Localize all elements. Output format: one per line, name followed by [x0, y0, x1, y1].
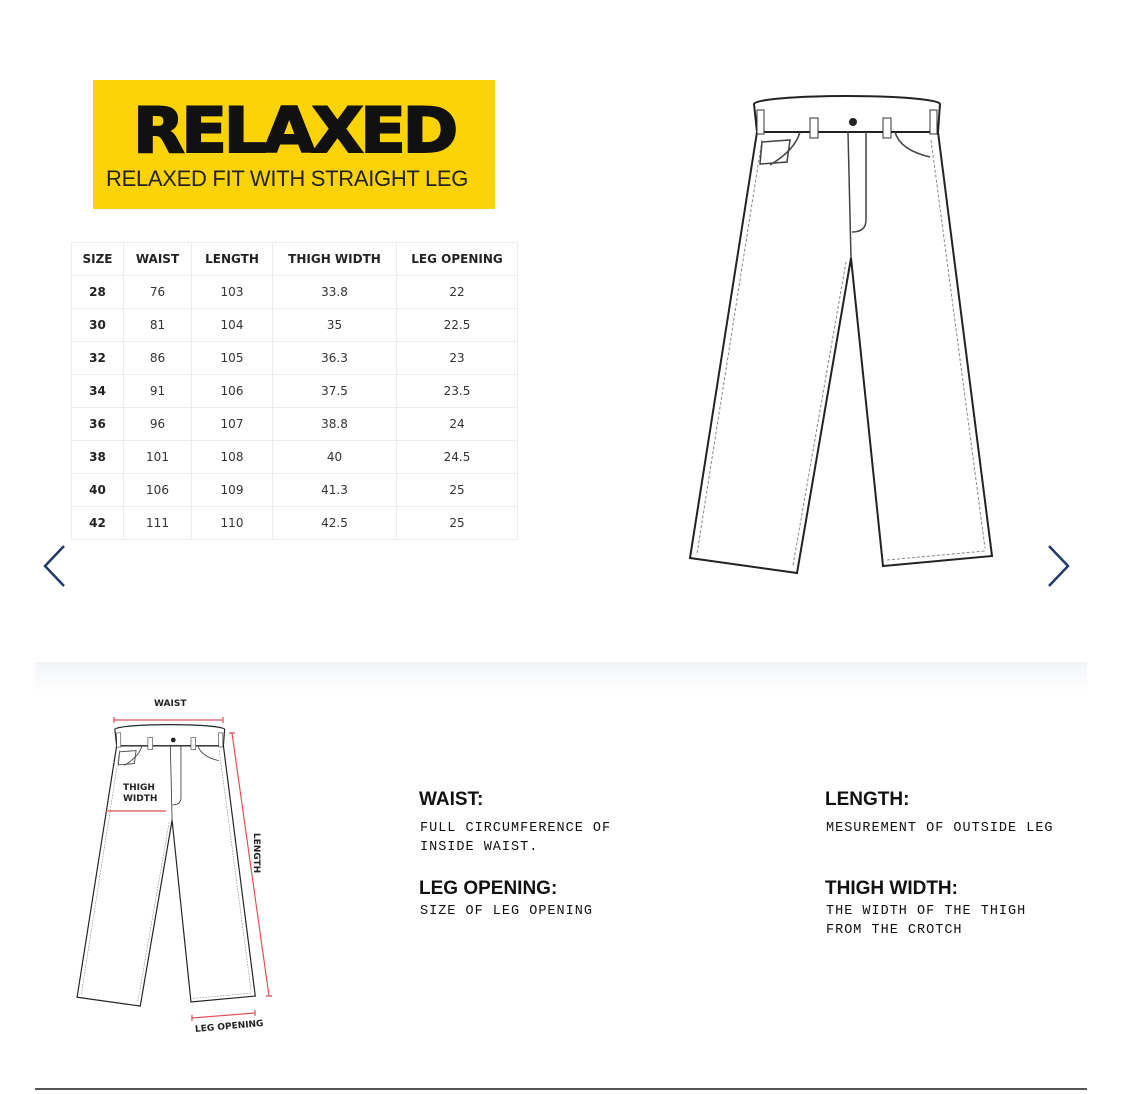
cell-thigh-width: 42.5 [273, 507, 397, 540]
cell-thigh-width: 38.8 [273, 408, 397, 441]
cell-length: 106 [192, 375, 273, 408]
cell-leg-opening: 25 [397, 474, 518, 507]
waist-def-title: WAIST: [419, 789, 484, 810]
thigh-width-def-line: THE WIDTH OF THE THIGH [826, 904, 1027, 919]
leg-opening-label: LEG OPENING [194, 1019, 264, 1035]
cell-size: 40 [72, 474, 124, 507]
cell-length: 105 [192, 342, 273, 375]
cell-leg-opening: 24 [397, 408, 518, 441]
waist-def-line: INSIDE WAIST. [420, 840, 539, 855]
cell-size: 34 [72, 375, 124, 408]
cell-leg-opening: 23 [397, 342, 518, 375]
header-length: LENGTH [192, 243, 273, 276]
cell-leg-opening: 25 [397, 507, 518, 540]
cell-thigh-width: 41.3 [273, 474, 397, 507]
width-label: WIDTH [123, 794, 158, 804]
cell-thigh-width: 40 [273, 441, 397, 474]
cell-thigh-width: 35 [273, 309, 397, 342]
cell-size: 28 [72, 276, 124, 309]
length-def-title: LENGTH: [825, 789, 910, 810]
length-def-body: MESUREMENT OF OUTSIDE LEG [826, 821, 1054, 836]
header-size: SIZE [72, 243, 124, 276]
thigh-width-def-line: FROM THE CROTCH [826, 923, 963, 938]
pants-measurement-illustration [77, 725, 255, 1006]
cell-leg-opening: 23.5 [397, 375, 518, 408]
cell-waist: 96 [124, 408, 192, 441]
cell-waist: 101 [124, 441, 192, 474]
header-thigh-width: THIGH WIDTH [273, 243, 397, 276]
cell-size: 30 [72, 309, 124, 342]
cell-waist: 86 [124, 342, 192, 375]
cell-thigh-width: 33.8 [273, 276, 397, 309]
thigh-width-def-title: THIGH WIDTH: [825, 878, 958, 899]
leg-opening-def-body: SIZE OF LEG OPENING [420, 904, 593, 919]
cell-length: 104 [192, 309, 273, 342]
cell-waist: 91 [124, 375, 192, 408]
cell-length: 103 [192, 276, 273, 309]
waist-def-body [420, 819, 611, 857]
cell-leg-opening: 22 [397, 276, 518, 309]
waist-def-line: FULL CIRCUMFERENCE OF [420, 821, 612, 836]
cell-waist: 76 [124, 276, 192, 309]
cell-length: 108 [192, 441, 273, 474]
cell-length: 110 [192, 507, 273, 540]
header-leg-opening: LEG OPENING [397, 243, 518, 276]
cell-waist: 106 [124, 474, 192, 507]
bottom-divider [35, 1088, 1087, 1090]
cell-size: 32 [72, 342, 124, 375]
cell-waist: 111 [124, 507, 192, 540]
thigh-label: THIGH [123, 783, 155, 793]
leg-opening-def-title: LEG OPENING: [419, 878, 558, 899]
cell-leg-opening: 24.5 [397, 441, 518, 474]
thigh-width-def-body [826, 902, 1026, 940]
cell-leg-opening: 22.5 [397, 309, 518, 342]
header-waist: WAIST [124, 243, 192, 276]
fit-title: RELAXED [132, 94, 456, 167]
waist-label: WAIST [154, 699, 187, 709]
fit-subtitle: RELAXED FIT WITH STRAIGHT LEG [106, 166, 469, 191]
length-label: LENGTH [251, 832, 262, 874]
pants-front-illustration [690, 96, 992, 573]
cell-thigh-width: 37.5 [273, 375, 397, 408]
cell-size: 42 [72, 507, 124, 540]
section-divider [35, 662, 1087, 692]
cell-waist: 81 [124, 309, 192, 342]
cell-size: 38 [72, 441, 124, 474]
cell-size: 36 [72, 408, 124, 441]
cell-length: 107 [192, 408, 273, 441]
cell-length: 109 [192, 474, 273, 507]
cell-thigh-width: 36.3 [273, 342, 397, 375]
